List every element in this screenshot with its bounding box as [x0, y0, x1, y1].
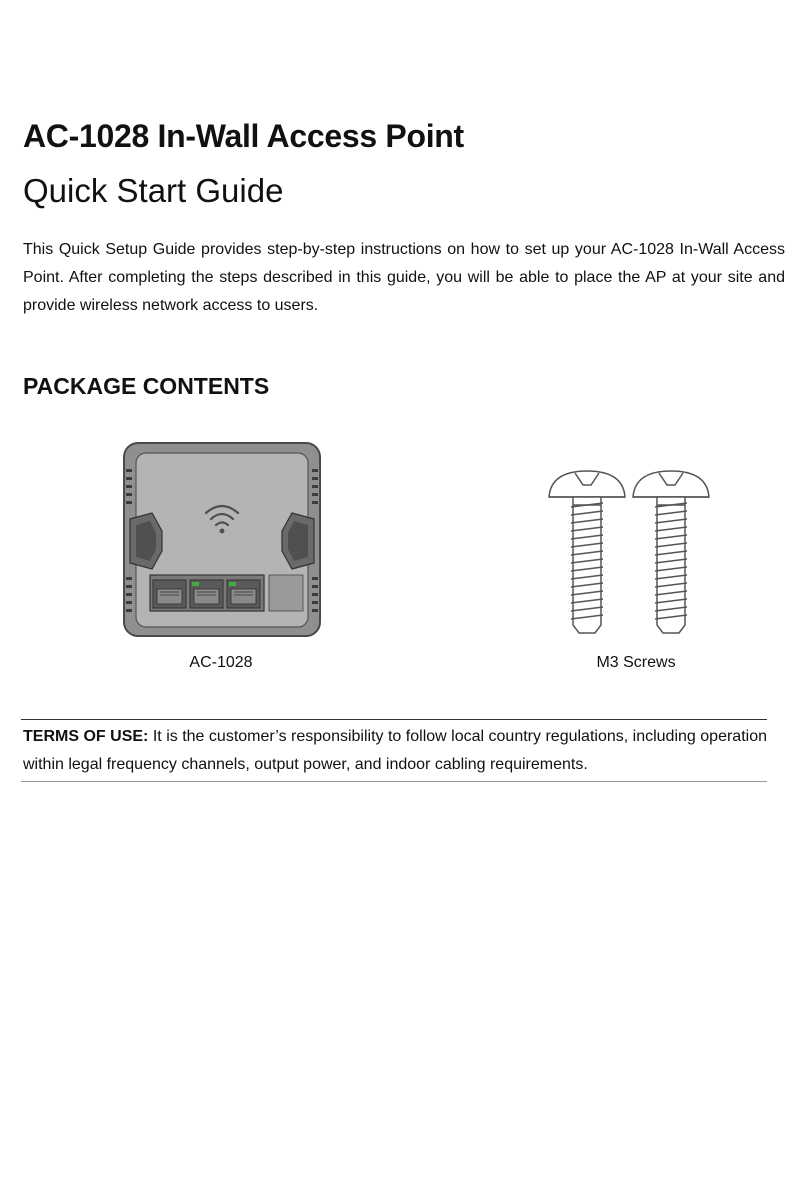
screws-illustration: [545, 463, 715, 641]
intro-paragraph: This Quick Setup Guide provides step-by-step instructions on how to set up your AC-1028 In-Wall Access Point. After completing the steps described in this guide, you will be able to place the AP at your site and provide wireless network access to users.: [23, 241, 785, 314]
screws-caption: M3 Screws: [596, 654, 676, 671]
ap-caption: AC-1028: [189, 654, 253, 671]
package-contents-heading: PACKAGE CONTENTS: [23, 373, 270, 399]
access-point-illustration: [122, 441, 322, 638]
terms-of-use-body: It is the customer’s responsibility to follow local country regulations, including operation within legal frequency channels, output power, and indoor cabling requirements.: [23, 728, 767, 773]
terms-of-use-label: TERMS OF USE:: [23, 728, 149, 745]
document-title: AC-1028 In-Wall Access Point: [23, 118, 464, 154]
screw-icon: [549, 471, 625, 633]
terms-of-use-box: [21, 719, 767, 782]
document-subtitle: Quick Start Guide: [23, 172, 284, 209]
terms-of-use-text: [23, 723, 767, 779]
screw-icon: [633, 471, 709, 633]
